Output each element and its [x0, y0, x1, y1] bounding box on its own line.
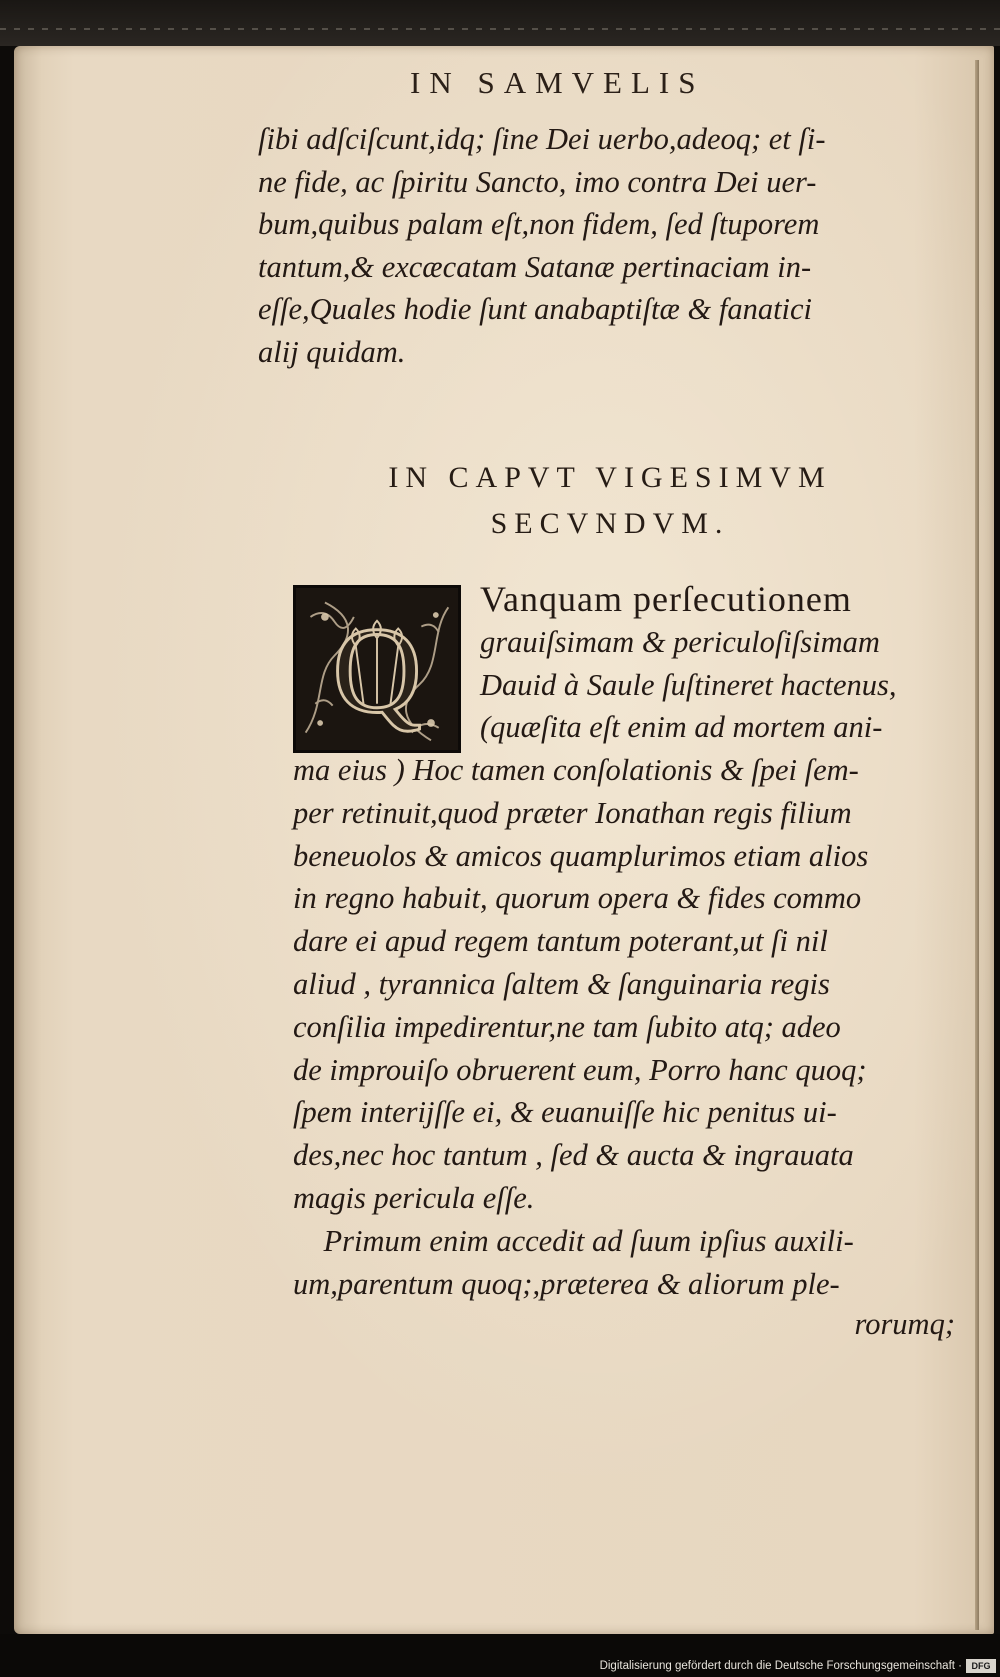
text-line: um,parentum quoq;,præterea & aliorum ple-: [293, 1266, 840, 1301]
text-line: ma eius ) Hoc tamen conſolationis & ſpei ſem-: [293, 753, 859, 787]
dfg-logo-icon: DFG: [966, 1659, 996, 1673]
text-line: beneuolos & amicos quamplurimos etiam alios: [293, 838, 869, 873]
chapter-heading: [330, 455, 890, 547]
text-line: per retinuit,quod præter Ionathan regis filium: [293, 795, 852, 830]
decorated-initial-icon: [296, 588, 458, 750]
text-line: aliud , tyrannica ſaltem & ſanguinaria regis: [293, 966, 830, 1001]
chapter-text: [293, 749, 963, 1305]
continuation-text: [258, 118, 963, 374]
svg-text:Q: Q: [332, 601, 422, 739]
chapter-opening: [480, 578, 960, 749]
chapter-heading-line2: SECVNDVM.: [490, 507, 730, 540]
text-line: dare ei apud regem tantum poterant,ut ſi nil: [293, 924, 828, 959]
page-edge: [975, 60, 979, 1630]
text-line: de improuiſo obruerent eum, Porro hanc quoq;: [293, 1052, 867, 1087]
text-line: eſſe,Quales hodie ſunt anabaptiſtæ & fanatici: [258, 292, 813, 327]
opening-line: Vanquam perſecutionem: [480, 579, 852, 619]
text-line: bum,quibus palam eſt,non fidem, ſed ſtuporem: [258, 207, 820, 242]
text-line: grauiſsimam & periculoſiſsimam: [480, 624, 880, 659]
text-line: Primum enim accedit ad ſuum ipſius auxili-: [293, 1223, 854, 1258]
decorated-initial: [293, 585, 461, 753]
scan-ruler: [0, 28, 1000, 30]
running-head: IN SAMVELIS: [410, 65, 705, 100]
scan-top-border: [0, 0, 1000, 46]
catchword: rorumq;: [854, 1307, 955, 1341]
text-line: ſibi adſciſcunt,idq; ſine Dei uerbo,adeoq; et ſi-: [258, 122, 826, 156]
text-line: in regno habuit, quorum opera & fides commo: [293, 881, 862, 916]
text-line: ſpem interijſſe ei, & euanuiſſe hic penitus ui-: [293, 1095, 837, 1130]
text-line: magis pericula eſſe.: [293, 1180, 535, 1215]
chapter-heading-line1: IN CAPVT VIGESIMVM: [388, 461, 832, 494]
text-line: des,nec hoc tantum , ſed & aucta & ingrauata: [293, 1138, 854, 1173]
text-line: alij quidam.: [258, 334, 406, 369]
text-line: (quæſita eſt enim ad mortem ani-: [480, 710, 883, 745]
funding-credit: Digitalisierung gefördert durch die Deutsche Forschungsgemeinschaft ·: [599, 1660, 962, 1672]
text-line: ne fide, ac ſpiritu Sancto, imo contra Dei uer-: [258, 164, 817, 199]
text-line: conſilia impedirentur,ne tam ſubito atq; adeo: [293, 1009, 841, 1044]
text-line: tantum,& excæcatam Satanæ pertinaciam in-: [258, 249, 812, 284]
text-line: Dauid à Saule ſuſtineret hactenus,: [480, 667, 897, 702]
